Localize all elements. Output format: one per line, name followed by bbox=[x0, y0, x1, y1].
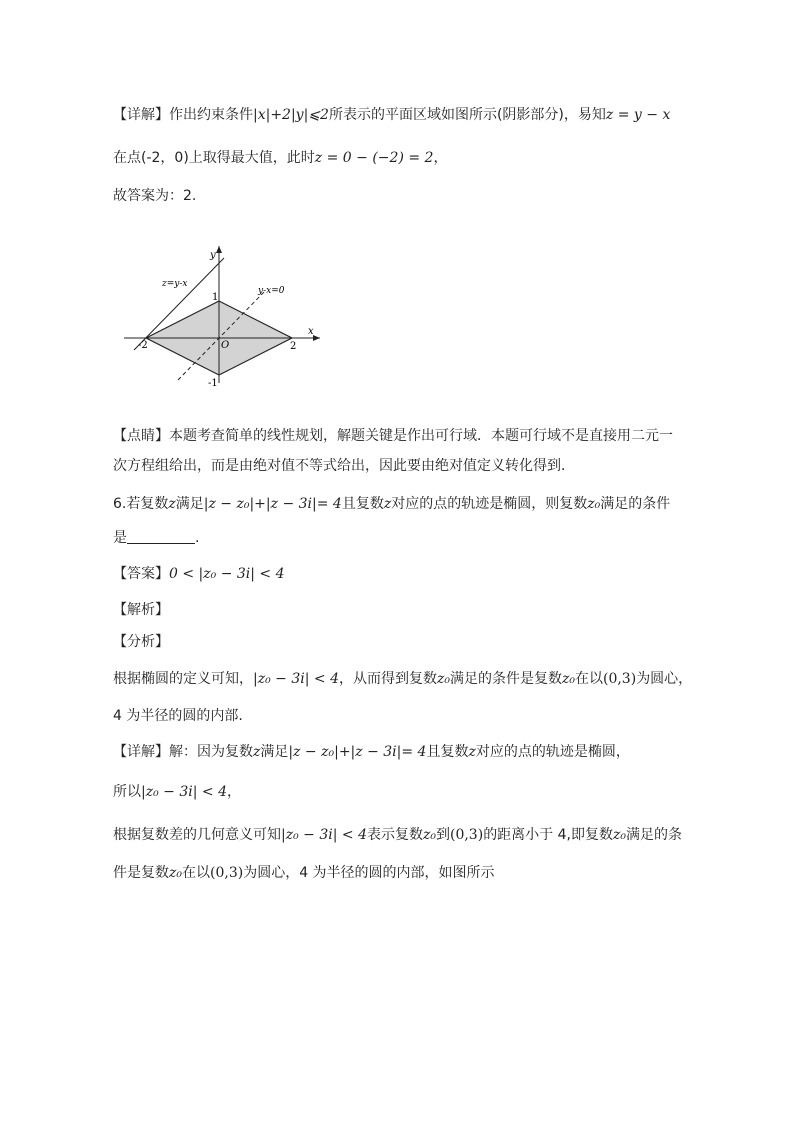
text: 件是复数 bbox=[113, 865, 169, 881]
text: 所以 bbox=[113, 784, 141, 800]
text: 为圆心， bbox=[636, 671, 693, 687]
text: ，从而得到复数 bbox=[338, 671, 437, 687]
tick-bottom-label: -1 bbox=[208, 378, 218, 389]
text: 作出约束条件 bbox=[169, 107, 253, 123]
text: 在以 bbox=[574, 671, 603, 687]
text: 解：因为复数 bbox=[169, 744, 253, 760]
text: 到 bbox=[435, 827, 450, 843]
text: 4 为半径的圆的内部. bbox=[113, 708, 243, 724]
section-tag: 【点睛】 bbox=[113, 428, 169, 444]
math-constraint: |x|+2|y|⩽2 bbox=[253, 107, 329, 123]
math: (0,3) bbox=[210, 865, 244, 881]
text: 根据复数差的几何意义可知 bbox=[113, 827, 281, 843]
text: ， bbox=[226, 784, 241, 800]
text: 满足 bbox=[175, 496, 204, 512]
origin-label: O bbox=[221, 340, 230, 351]
answer-line bbox=[113, 186, 693, 206]
answer-value-line bbox=[113, 564, 693, 584]
x-axis-label: x bbox=[308, 326, 314, 337]
text: 满足的条件 bbox=[600, 496, 671, 512]
math: z₀ bbox=[613, 827, 626, 843]
text: 满足的条件是复数 bbox=[449, 671, 562, 687]
text: 在以 bbox=[182, 865, 210, 881]
line2-label: y-x=0 bbox=[258, 286, 285, 296]
text: 【分析】 bbox=[113, 634, 169, 650]
math-equation: |z − z₀|+|z − 3i|= 4 bbox=[203, 496, 342, 512]
math: z₀ bbox=[561, 671, 575, 687]
analysis-line-2 bbox=[113, 706, 693, 726]
text: 【解析】 bbox=[113, 602, 169, 618]
analysis-line-1 bbox=[113, 669, 693, 689]
math: (0,3) bbox=[602, 671, 637, 687]
jiexi-heading bbox=[113, 600, 693, 620]
text: 是 bbox=[113, 530, 127, 546]
math: z bbox=[168, 496, 176, 512]
math: |z₀ − 3i| < 4 bbox=[253, 671, 339, 687]
text: 表示复数 bbox=[366, 827, 423, 843]
text: 满足的条 bbox=[626, 827, 682, 843]
math: z bbox=[468, 744, 476, 760]
math: z₀ bbox=[436, 671, 450, 687]
detail2-line-2 bbox=[113, 782, 693, 802]
text: 对应的点的轨迹是椭圆， bbox=[475, 744, 630, 760]
answer-blank bbox=[127, 529, 195, 544]
math: |z − z₀|+|z − 3i|= 4 bbox=[288, 744, 427, 760]
detail2-line-4 bbox=[113, 863, 693, 883]
text: 对应的点的轨迹是椭圆，则复数 bbox=[391, 496, 588, 512]
math: z₀ bbox=[169, 865, 182, 881]
question-6-line-2 bbox=[113, 528, 693, 548]
question-6-line-1 bbox=[113, 494, 693, 514]
text: 次方程组给出，而是由绝对值不等式给出，因此要由绝对值定义转化得到． bbox=[113, 458, 575, 474]
math: z bbox=[253, 744, 261, 760]
text: 根据椭圆的定义可知， bbox=[113, 671, 253, 687]
math: z₀ bbox=[422, 827, 436, 843]
text: 且复数 bbox=[341, 496, 384, 512]
text: ， bbox=[433, 150, 448, 166]
math: (0,3) bbox=[449, 827, 484, 843]
math: z bbox=[383, 496, 392, 512]
comment-line-2 bbox=[113, 456, 693, 476]
text: 6.若复数 bbox=[113, 496, 169, 512]
text: 的距离小于 4,即复数 bbox=[483, 827, 613, 843]
y-axis-label: y bbox=[210, 250, 216, 261]
tick-left-label: -2 bbox=[138, 340, 148, 351]
math: |z₀ − 3i| < 4 bbox=[281, 827, 367, 843]
detail-line-1 bbox=[113, 105, 693, 125]
tick-right-label: 2 bbox=[290, 341, 297, 352]
text: . bbox=[195, 530, 200, 546]
section-tag: 【详解】 bbox=[113, 744, 169, 760]
text: 所表示的平面区域如图所示(阴影部分)，易知 bbox=[328, 107, 606, 123]
math-z-value: z = 0 − (−2) = 2 bbox=[314, 150, 434, 166]
detail2-line-3 bbox=[113, 825, 693, 845]
feasible-region-figure bbox=[120, 238, 330, 393]
text: 满足 bbox=[260, 744, 289, 760]
text: 为圆心，4 为半径的圆的内部，如图所示 bbox=[243, 865, 495, 881]
math: z₀ bbox=[587, 496, 601, 512]
section-tag: 【答案】 bbox=[113, 566, 169, 582]
fenxi-heading bbox=[113, 632, 693, 652]
line1-label: z=y-x bbox=[162, 279, 188, 289]
detail2-line-1 bbox=[113, 742, 693, 762]
text: 故答案为：2. bbox=[113, 188, 197, 204]
comment-line-1 bbox=[113, 426, 693, 446]
detail-line-2 bbox=[113, 148, 693, 168]
math-z-expr: z = y − x bbox=[605, 107, 671, 123]
section-tag: 【详解】 bbox=[113, 107, 169, 123]
math-answer: 0 < |z₀ − 3i| < 4 bbox=[169, 566, 285, 582]
tick-top-label: 1 bbox=[212, 292, 219, 303]
text: 且复数 bbox=[426, 744, 469, 760]
text: 本题考查简单的线性规划，解题关键是作出可行域．本题可行域不是直接用二元一 bbox=[169, 428, 673, 444]
text: 在点(-2，0)上取得最大值，此时 bbox=[113, 150, 315, 166]
math: |z₀ − 3i| < 4 bbox=[141, 784, 227, 800]
